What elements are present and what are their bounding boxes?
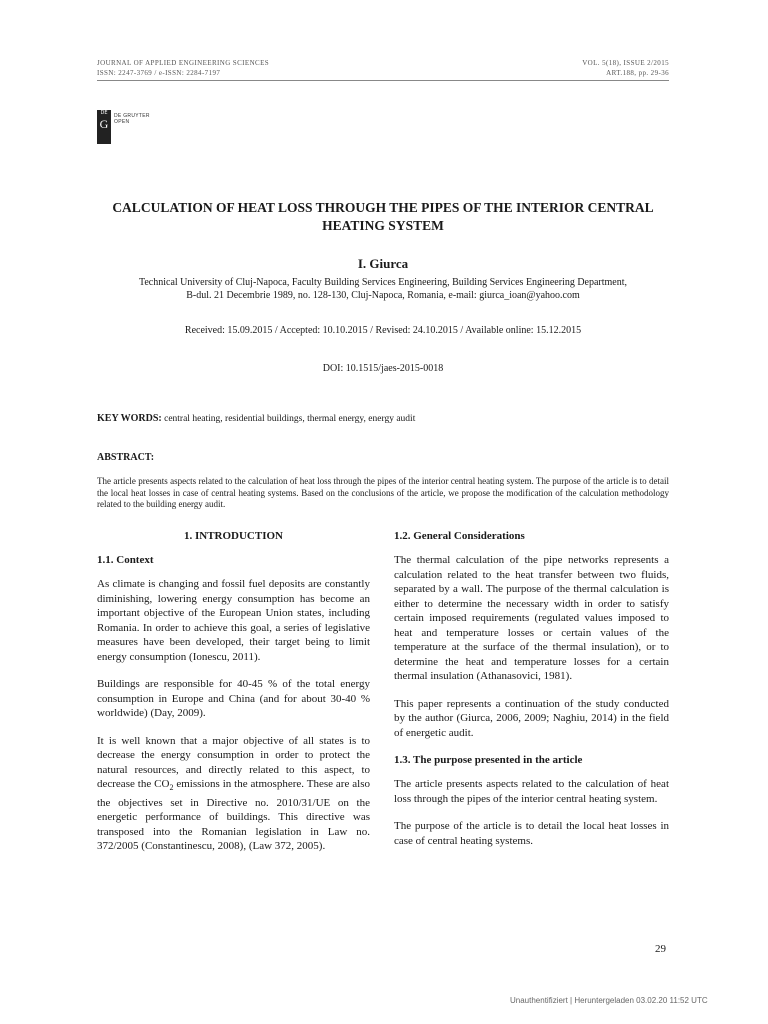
keywords-label: KEY WORDS: [97,413,162,424]
journal-issn: ISSN: 2247-3769 / e-ISSN: 2284-7197 [97,69,221,77]
subsection-heading-context: 1.1. Context [97,554,154,566]
volume-issue: VOL. 5(18), ISSUE 2/2015 [582,59,669,67]
paragraph: It is well known that a major objective of all states is to decrease the energy consumption in order to protect the natural resources, and directly related to this aspect, to decrease the $CO_2$ emissions in the atmosphere. These are also the objectives set in Directive no. 2010/31/UE on the energetic performance of buildings. This directive was transposed into the Romanian legislation in Law no. 372/2005 (Constantinescu, 2008), (Law 372, 2005). [97,734,370,853]
journal-name: JOURNAL OF APPLIED ENGINEERING SCIENCES [97,59,270,67]
paragraph: This paper represents a continuation of the study conducted by the author (Giurca, 2006, 2009; Naghiu, 2014) in the field of energetic audit. [394,697,669,739]
keywords-text: central heating, residential buildings, thermal energy, energy audit [161,414,416,424]
doi: DOI: 10.1515/jaes-2015-0018 [322,363,444,374]
publisher-logo [97,110,157,144]
abstract-text: The article presents aspects related to the calculation of heat loss through the pipes of the interior central heating system. The purpose of the article is to detail the local heat losses in case of central heating systems. Based on the conclusions of the article, we propose the modification of the calculation methodology related to the building energy audit. [97,476,669,509]
paragraph: The purpose of the article is to detail the local heat losses in case of central heating systems. [394,820,669,847]
right-column [394,529,669,861]
subsection-heading-purpose: 1.3. The purpose presented in the article [394,754,583,766]
paragraph: The article presents aspects related to the calculation of heat loss through the pipes of the interior central heating system. [394,778,669,805]
author-affiliation: Technical University of Cluj-Napoca, Faculty Building Services Engineering, Building Services Engineering Department, B-dul. 21 Decembrie 1989, no. 128-130, Cluj-Napoca, Romania, e-mail: giurca_ioan@yahoo.com [138,277,628,301]
paragraph: As climate is changing and fossil fuel deposits are constantly diminishing, lowering energy consumption has become an important objective of the European Union states, including Romania. In order to achieve this goal, a series of legislative measures have been developed, their target being to limit energy consumption (Ionescu, 2011). [97,578,370,663]
author-name: I. Giurca [357,256,409,271]
page-number: 29 [655,943,666,955]
abstract-heading: ABSTRACT: [97,452,155,463]
header-divider [97,80,669,81]
degruyter-mark: DE G [97,110,111,144]
download-footer: Unauthentifiziert | Heruntergeladen 03.02.20 11:52 UTC [510,996,708,1005]
subsection-heading-general: 1.2. General Considerations [394,530,525,542]
issue-header [582,58,669,78]
paragraph: Buildings are responsible for 40-45 % of the total energy consumption in Europe and China (and for about 30-40 % worldwide) (Day, 2009). [97,678,370,719]
section-heading-introduction: 1. INTRODUCTION [183,530,283,542]
journal-header [97,58,269,78]
keywords [97,413,669,424]
publisher-name: DE GRUYTER OPEN [114,113,150,125]
paragraph: The thermal calculation of the pipe networks represents a calculation related to the heat transfer between two fluids, separated by a wall. The purpose of the thermal calculation is either to determine the necessary width in order to satisfy certain imposed requirements (regulated values imposed to heat and temperature losses or certain values of the temperature at the surface of the thermal insulation), or to determine the heat and temperature losses for a certain thermal insulation (Athanasovici, 1981). [394,554,669,682]
left-column [97,529,370,867]
article-title: CALCULATION OF HEAT LOSS THROUGH THE PIPES OF THE INTERIOR CENTRAL HEATING SYSTEM [112,200,654,233]
publication-dates: Received: 15.09.2015 / Accepted: 10.10.2015 / Revised: 24.10.2015 / Available online: 15.12.2015 [184,325,582,336]
article-pages: ART.188, pp. 29-36 [606,69,669,77]
